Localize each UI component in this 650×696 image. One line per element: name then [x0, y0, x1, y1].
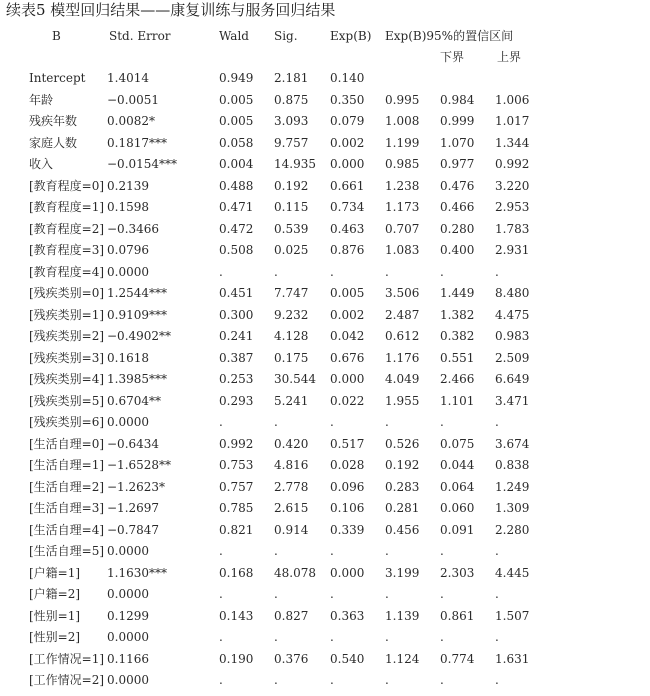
cell-wald: 0.300 — [219, 307, 254, 322]
cell-ci-upper: . — [495, 264, 499, 279]
cell-ci-upper: . — [495, 415, 499, 429]
cell-wald: . — [219, 587, 223, 601]
cell-expb: 0.079 — [330, 114, 365, 128]
cell-wald: 0.143 — [219, 608, 254, 623]
cell-variable: [残疾类别=5] — [29, 393, 105, 408]
cell-wald: 0.472 — [219, 221, 254, 236]
cell-expb: 0.517 — [330, 436, 365, 451]
cell-expb-ci: . — [385, 630, 389, 644]
cell-ci-upper: . — [495, 630, 499, 644]
cell-variable: [教育程度=2] — [29, 221, 105, 236]
cell-ci-lower: 0.861 — [440, 608, 475, 623]
cell-coefficient: −0.4902** — [107, 329, 172, 343]
cell-expb-ci: 0.526 — [385, 436, 420, 451]
cell-ci-lower: 0.060 — [440, 501, 475, 515]
cell-expb-ci: 1.199 — [385, 135, 420, 150]
cell-sig: 4.816 — [274, 458, 309, 472]
header-b: B — [52, 29, 61, 43]
cell-wald: 0.508 — [219, 243, 254, 257]
cell-variable: Intercept — [29, 71, 86, 85]
cell-sig: 14.935 — [274, 157, 316, 171]
cell-ci-lower: 0.476 — [440, 178, 475, 193]
cell-expb: 0.463 — [330, 221, 365, 236]
cell-variable: [户籍=1] — [29, 565, 81, 580]
cell-expb: 0.005 — [330, 286, 365, 300]
cell-coefficient: 0.9109*** — [107, 307, 167, 322]
cell-ci-lower: . — [440, 264, 444, 279]
cell-sig: 0.025 — [274, 243, 309, 257]
cell-variable: [残疾类别=4] — [29, 372, 105, 386]
header-lower-bound: 下界 — [440, 50, 465, 64]
cell-ci-lower: . — [440, 544, 444, 558]
header-wald: Wald — [219, 29, 249, 43]
cell-wald: 0.488 — [219, 178, 254, 193]
cell-coefficient: −0.6434 — [107, 436, 160, 451]
cell-expb: 0.339 — [330, 522, 365, 537]
cell-ci-upper: 2.509 — [495, 350, 530, 365]
cell-variable: [残疾类别=6] — [29, 415, 105, 429]
cell-wald: . — [219, 630, 223, 644]
cell-expb: . — [330, 544, 334, 558]
cell-ci-lower: 1.382 — [440, 307, 475, 322]
cell-expb-ci: 0.283 — [385, 479, 420, 494]
cell-expb: 0.042 — [330, 329, 365, 343]
cell-coefficient: −1.2623* — [107, 479, 166, 494]
cell-expb-ci: 0.612 — [385, 329, 420, 343]
cell-ci-upper: 3.220 — [495, 178, 530, 193]
cell-coefficient: 0.1299 — [107, 608, 149, 623]
cell-sig: 30.544 — [274, 372, 316, 386]
cell-coefficient: 0.1166 — [107, 651, 149, 666]
cell-expb-ci: . — [385, 264, 389, 279]
cell-sig: 0.827 — [274, 608, 309, 623]
cell-variable: [教育程度=4] — [29, 264, 105, 279]
cell-wald: 0.005 — [219, 114, 254, 128]
cell-ci-upper: . — [495, 673, 499, 687]
cell-expb: 0.002 — [330, 135, 365, 150]
cell-wald: 0.387 — [219, 350, 254, 365]
cell-sig: 5.241 — [274, 393, 309, 408]
cell-ci-lower: 0.466 — [440, 200, 475, 214]
cell-wald: 0.992 — [219, 436, 254, 451]
cell-coefficient: 0.0000 — [107, 264, 149, 279]
cell-expb-ci: 1.955 — [385, 393, 420, 408]
cell-coefficient: 0.2139 — [107, 178, 149, 193]
cell-ci-upper: 1.783 — [495, 221, 530, 236]
cell-expb: 0.540 — [330, 651, 365, 666]
cell-ci-lower: 1.070 — [440, 135, 475, 150]
cell-sig: 0.420 — [274, 436, 309, 451]
cell-coefficient: 0.0000 — [107, 544, 149, 558]
cell-sig: 0.875 — [274, 92, 309, 107]
cell-coefficient: 0.0082* — [107, 114, 155, 128]
cell-ci-lower: 0.382 — [440, 329, 475, 343]
cell-ci-upper: 4.445 — [495, 565, 530, 580]
cell-ci-lower: . — [440, 415, 444, 429]
cell-variable: [生活自理=4] — [29, 522, 105, 537]
cell-expb: 0.876 — [330, 243, 365, 257]
header-std-error: Std. Error — [109, 29, 171, 43]
cell-expb: 0.022 — [330, 393, 365, 408]
cell-sig: 0.175 — [274, 350, 309, 365]
cell-variable: [生活自理=0] — [29, 436, 105, 451]
cell-coefficient: −0.0051 — [107, 92, 160, 107]
cell-wald: 0.293 — [219, 393, 254, 408]
cell-expb-ci: 1.124 — [385, 651, 420, 666]
cell-ci-upper: 1.631 — [495, 651, 530, 666]
cell-wald: . — [219, 544, 223, 558]
cell-sig: 2.778 — [274, 479, 309, 494]
cell-ci-upper: 8.480 — [495, 286, 530, 300]
cell-coefficient: 1.4014 — [107, 71, 149, 85]
cell-ci-lower: 0.280 — [440, 221, 475, 236]
cell-variable: [教育程度=1] — [29, 200, 105, 214]
cell-ci-lower: 0.551 — [440, 350, 475, 365]
cell-ci-upper: 3.674 — [495, 436, 530, 451]
table-title: 续表5 模型回归结果——康复训练与服务回归结果 — [6, 1, 336, 19]
cell-ci-lower: . — [440, 587, 444, 601]
cell-expb-ci: 3.506 — [385, 286, 420, 300]
cell-expb-ci: 2.487 — [385, 307, 420, 322]
cell-ci-upper: 4.475 — [495, 307, 530, 322]
cell-variable: 残疾年数 — [29, 114, 78, 128]
cell-coefficient: −0.0154*** — [107, 157, 178, 171]
cell-ci-upper: 2.280 — [495, 522, 530, 537]
cell-ci-lower: 1.101 — [440, 393, 475, 408]
cell-expb-ci: . — [385, 415, 389, 429]
cell-ci-lower: 1.449 — [440, 286, 475, 300]
cell-ci-upper: 1.344 — [495, 135, 530, 150]
cell-wald: 0.190 — [219, 651, 254, 666]
cell-expb: 0.676 — [330, 350, 365, 365]
header-confidence-interval: Exp(B)95%的置信区间 — [385, 29, 514, 43]
cell-expb: 0.000 — [330, 565, 365, 580]
cell-expb-ci: 1.176 — [385, 350, 420, 365]
cell-expb-ci: 1.238 — [385, 178, 420, 193]
cell-sig: 0.376 — [274, 651, 309, 666]
cell-coefficient: 0.1618 — [107, 350, 149, 365]
cell-ci-upper: 0.992 — [495, 157, 530, 171]
cell-expb: 0.000 — [330, 157, 365, 171]
cell-sig: 0.192 — [274, 178, 309, 193]
cell-ci-upper: 1.309 — [495, 501, 530, 515]
cell-coefficient: −1.2697 — [107, 501, 160, 515]
cell-sig: 3.093 — [274, 114, 309, 128]
cell-variable: [性别=1] — [29, 608, 81, 623]
cell-variable: 收入 — [29, 157, 54, 171]
cell-variable: [工作情况=2] — [29, 673, 105, 687]
cell-sig: 9.232 — [274, 307, 309, 322]
cell-variable: 家庭人数 — [29, 135, 78, 150]
cell-coefficient: 1.2544*** — [107, 286, 167, 300]
cell-ci-upper: 3.471 — [495, 393, 530, 408]
cell-expb-ci: 0.192 — [385, 458, 420, 472]
cell-coefficient: 1.3985*** — [107, 372, 167, 386]
cell-expb-ci: . — [385, 673, 389, 687]
cell-ci-lower: 0.774 — [440, 651, 475, 666]
cell-expb-ci: 1.008 — [385, 114, 420, 128]
cell-variable: [户籍=2] — [29, 587, 81, 601]
cell-coefficient: 0.1817*** — [107, 135, 167, 150]
cell-coefficient: 0.0000 — [107, 630, 149, 644]
cell-sig: . — [274, 264, 278, 279]
cell-expb: . — [330, 415, 334, 429]
cell-wald: 0.785 — [219, 501, 254, 515]
cell-ci-upper: . — [495, 587, 499, 601]
cell-ci-lower: 0.984 — [440, 92, 475, 107]
cell-sig: . — [274, 415, 278, 429]
cell-expb-ci: 3.199 — [385, 565, 420, 580]
cell-ci-lower: 2.466 — [440, 372, 475, 386]
cell-expb-ci: 0.456 — [385, 522, 420, 537]
header-expb: Exp(B) — [330, 29, 372, 43]
cell-wald: 0.168 — [219, 565, 254, 580]
cell-ci-lower: 2.303 — [440, 565, 475, 580]
cell-expb: . — [330, 673, 334, 687]
cell-variable: [生活自理=3] — [29, 501, 105, 515]
cell-variable: [残疾类别=0] — [29, 286, 105, 300]
cell-ci-upper: 1.017 — [495, 114, 530, 128]
cell-coefficient: 0.0000 — [107, 415, 149, 429]
cell-expb: . — [330, 264, 334, 279]
cell-wald: 0.004 — [219, 157, 254, 171]
cell-expb: 0.140 — [330, 71, 365, 85]
cell-ci-lower: 0.999 — [440, 114, 475, 128]
cell-expb: 0.000 — [330, 372, 365, 386]
cell-ci-upper: 2.931 — [495, 243, 530, 257]
cell-ci-upper: 1.006 — [495, 92, 530, 107]
header-sig: Sig. — [274, 29, 298, 43]
cell-sig: 0.914 — [274, 522, 309, 537]
cell-coefficient: −0.7847 — [107, 522, 160, 537]
cell-ci-lower: 0.044 — [440, 458, 475, 472]
cell-ci-lower: 0.977 — [440, 157, 475, 171]
cell-wald: 0.253 — [219, 372, 254, 386]
cell-ci-lower: 0.400 — [440, 243, 475, 257]
cell-expb: 0.661 — [330, 178, 365, 193]
cell-sig: 48.078 — [274, 565, 316, 580]
cell-expb: 0.002 — [330, 307, 365, 322]
cell-sig: 9.757 — [274, 135, 309, 150]
cell-expb-ci: 0.707 — [385, 221, 420, 236]
cell-sig: . — [274, 544, 278, 558]
cell-expb: . — [330, 630, 334, 644]
cell-ci-lower: 0.091 — [440, 522, 475, 537]
cell-ci-upper: . — [495, 544, 499, 558]
cell-expb: 0.028 — [330, 458, 365, 472]
cell-sig: 4.128 — [274, 329, 309, 343]
cell-sig: 0.115 — [274, 200, 309, 214]
cell-wald: 0.757 — [219, 479, 254, 494]
cell-variable: 年龄 — [29, 92, 54, 107]
cell-expb-ci: 0.995 — [385, 92, 420, 107]
cell-expb-ci: 1.139 — [385, 608, 420, 623]
cell-sig: 7.747 — [274, 286, 309, 300]
cell-variable: [残疾类别=3] — [29, 350, 105, 365]
cell-ci-upper: 2.953 — [495, 200, 530, 214]
cell-expb: 0.096 — [330, 479, 365, 494]
cell-wald: 0.005 — [219, 92, 254, 107]
cell-ci-upper: 6.649 — [495, 372, 530, 386]
cell-expb-ci: 0.281 — [385, 501, 420, 515]
cell-variable: [性别=2] — [29, 630, 81, 644]
cell-variable: [工作情况=1] — [29, 651, 105, 666]
cell-ci-upper: 1.249 — [495, 479, 530, 494]
cell-wald: . — [219, 673, 223, 687]
cell-wald: 0.451 — [219, 286, 254, 300]
cell-variable: [残疾类别=2] — [29, 329, 105, 343]
cell-expb: 0.106 — [330, 501, 365, 515]
cell-expb: . — [330, 587, 334, 601]
cell-wald: 0.753 — [219, 458, 254, 472]
cell-ci-lower: . — [440, 673, 444, 687]
cell-sig: . — [274, 673, 278, 687]
cell-wald: 0.471 — [219, 200, 254, 214]
cell-expb: 0.363 — [330, 608, 365, 623]
cell-ci-upper: 0.838 — [495, 458, 530, 472]
cell-wald: . — [219, 415, 223, 429]
cell-expb-ci: 0.985 — [385, 157, 420, 171]
cell-expb-ci: . — [385, 544, 389, 558]
cell-coefficient: −0.3466 — [107, 221, 160, 236]
cell-expb-ci: . — [385, 587, 389, 601]
cell-coefficient: 0.1598 — [107, 200, 149, 214]
cell-coefficient: 0.0796 — [107, 243, 149, 257]
cell-variable: [生活自理=1] — [29, 458, 105, 472]
cell-coefficient: 0.6704** — [107, 393, 161, 408]
cell-sig: 2.615 — [274, 501, 309, 515]
cell-sig: . — [274, 630, 278, 644]
cell-expb-ci: 4.049 — [385, 372, 420, 386]
cell-coefficient: 1.1630*** — [107, 565, 167, 580]
cell-variable: [残疾类别=1] — [29, 307, 105, 322]
cell-wald: 0.949 — [219, 71, 254, 85]
cell-wald: 0.058 — [219, 135, 254, 150]
cell-variable: [教育程度=0] — [29, 178, 105, 193]
cell-variable: [生活自理=2] — [29, 479, 105, 494]
cell-variable: [生活自理=5] — [29, 544, 105, 558]
cell-sig: 2.181 — [274, 71, 309, 85]
cell-expb: 0.350 — [330, 92, 365, 107]
cell-wald: . — [219, 264, 223, 279]
cell-ci-upper: 1.507 — [495, 608, 530, 623]
cell-expb-ci: 1.083 — [385, 243, 420, 257]
cell-coefficient: 0.0000 — [107, 587, 149, 601]
cell-wald: 0.821 — [219, 522, 254, 537]
cell-sig: . — [274, 587, 278, 601]
cell-variable: [教育程度=3] — [29, 243, 105, 257]
cell-coefficient: −1.6528** — [107, 458, 172, 472]
cell-ci-lower: 0.075 — [440, 436, 475, 451]
cell-ci-upper: 0.983 — [495, 329, 530, 343]
cell-sig: 0.539 — [274, 221, 309, 236]
cell-expb: 0.734 — [330, 200, 365, 214]
cell-expb-ci: 1.173 — [385, 200, 420, 214]
cell-wald: 0.241 — [219, 329, 254, 343]
cell-ci-lower: . — [440, 630, 444, 644]
cell-coefficient: 0.0000 — [107, 673, 149, 687]
header-upper-bound: 上界 — [497, 50, 522, 64]
cell-ci-lower: 0.064 — [440, 479, 475, 494]
